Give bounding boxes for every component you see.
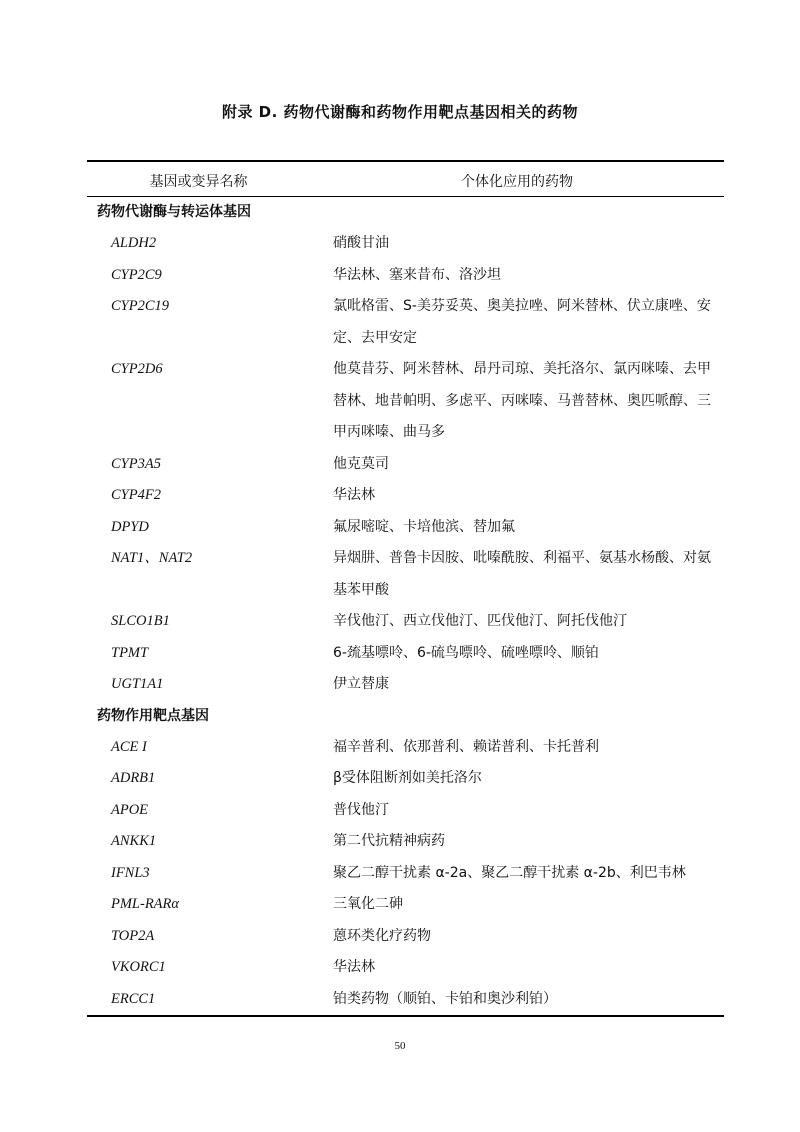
table-row [87, 228, 724, 260]
gene-name: ERCC1 [111, 990, 156, 1007]
table-row [87, 795, 724, 827]
section-heading: 药物代谢酶与转运体基因 [97, 204, 251, 220]
table-row [87, 669, 724, 701]
table-row [87, 952, 724, 984]
gene-name: TOP2A [111, 927, 155, 944]
drug-list: 华法林、塞来昔布、洛沙坦 [333, 266, 501, 283]
table-row [87, 732, 724, 764]
page-number: 50 [394, 1040, 406, 1052]
drug-list: 华法林 [333, 487, 375, 503]
drug-list: 普伐他汀 [333, 801, 389, 818]
drug-list: 氟尿嘧啶、卡培他滨、替加氟 [333, 518, 515, 535]
table-row [87, 291, 724, 354]
table-row [87, 763, 724, 795]
gene-name: ACE I [111, 738, 147, 755]
gene-name: ALDH2 [111, 235, 157, 251]
table-row [87, 826, 724, 858]
gene-name: UGT1A1 [111, 676, 164, 692]
gene-name: CYP4F2 [111, 487, 161, 503]
gene-name: APOE [111, 801, 149, 818]
table-row [87, 889, 724, 921]
gene-name: CYP2D6 [111, 361, 163, 377]
drug-list: 聚乙二醇干扰素 α-2a、聚乙二醇干扰素 α-2b、利巴韦林 [333, 864, 686, 881]
gene-name: DPYD [111, 518, 149, 535]
gene-drug-table [87, 160, 724, 1017]
drug-list: 辛伐他汀、西立伐他汀、匹伐他汀、阿托伐他汀 [333, 613, 627, 629]
gene-name: TPMT [111, 644, 149, 661]
gene-name: CYP3A5 [111, 455, 161, 472]
gene-name: CYP2C19 [111, 298, 170, 314]
appendix-title: 附录 D. 药物代谢酶和药物作用靶点基因相关的药物 [221, 103, 579, 121]
table-row [87, 449, 724, 481]
drug-list: 福辛普利、依那普利、赖诺普利、卡托普利 [333, 738, 599, 755]
drug-list: 蒽环类化疗药物 [333, 927, 431, 944]
table-row [87, 921, 724, 953]
table-row [87, 354, 724, 449]
gene-name: VKORC1 [111, 959, 166, 975]
drug-list: 第二代抗精神病药 [333, 833, 445, 849]
gene-name: CYP2C9 [111, 266, 162, 283]
table-row [87, 638, 724, 670]
table-row [87, 858, 724, 890]
drug-list: 三氧化二砷 [333, 896, 403, 912]
gene-name: IFNL3 [111, 864, 150, 881]
table-row [87, 260, 724, 292]
drug-list: 氯吡格雷、S-美芬妥英、奥美拉唑、阿米替林、伏立康唑、安定、去甲安定 [333, 298, 711, 346]
drug-list: 华法林 [333, 959, 375, 975]
header-gene: 基因或变异名称 [149, 174, 248, 190]
gene-name: ADRB1 [111, 770, 156, 786]
table-row [87, 512, 724, 544]
drug-list: 伊立替康 [333, 676, 389, 692]
gene-name: ANKK1 [111, 833, 157, 849]
drug-list: 硝酸甘油 [333, 235, 389, 251]
gene-name: SLCO1B1 [111, 613, 170, 629]
table-row [87, 480, 724, 512]
drug-list: β受体阻断剂如美托洛尔 [333, 770, 482, 786]
drug-list: 铂类药物（顺铂、卡铂和奥沙利铂） [333, 990, 557, 1007]
table-row [87, 606, 724, 638]
table-row [87, 984, 724, 1016]
table-header [87, 162, 724, 197]
table-row [87, 543, 724, 606]
drug-list: 异烟肼、普鲁卡因胺、吡嗪酰胺、利福平、氨基水杨酸、对氨基苯甲酸 [333, 550, 711, 598]
drug-list: 他莫昔芬、阿米替林、昂丹司琼、美托洛尔、氯丙咪嗪、去甲替林、地昔帕明、多虑平、丙咪嗪、马普替林、奥匹哌醇、三甲丙咪嗪、曲马多 [333, 361, 711, 440]
gene-name: NAT1、NAT2 [111, 550, 193, 566]
header-drugs: 个体化应用的药物 [461, 174, 573, 190]
drug-list: 他克莫司 [333, 455, 389, 472]
table-body [87, 197, 724, 1015]
gene-name: PML-RARα [111, 896, 180, 912]
drug-list: 6-巯基嘌呤、6-硫鸟嘌呤、硫唑嘌呤、顺铂 [333, 644, 599, 661]
section-heading: 药物作用靶点基因 [97, 707, 209, 724]
